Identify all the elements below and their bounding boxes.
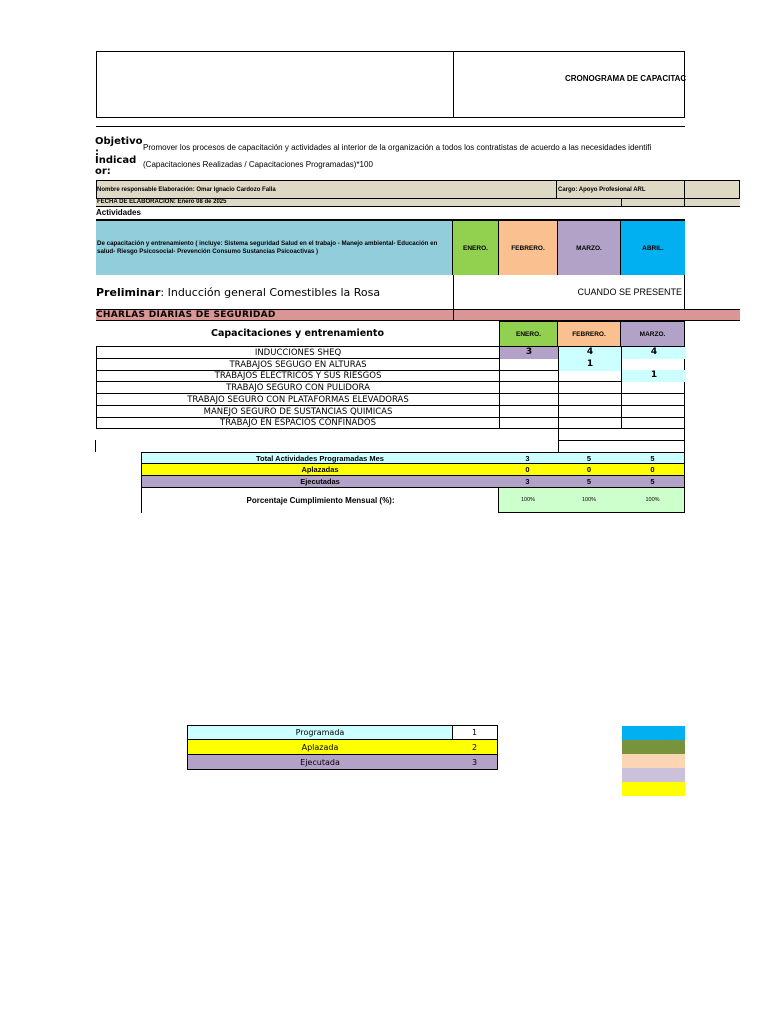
training-row-cell: [622, 417, 686, 429]
training-row-cell: 4: [622, 347, 686, 359]
header-divider: [96, 117, 685, 127]
header-title-cell: [453, 51, 685, 118]
training-row-cell: [622, 394, 686, 406]
training-row-cell: [559, 417, 622, 429]
training-row-cell: [500, 382, 559, 394]
color-swatch: [622, 768, 685, 782]
training-row-cell: [500, 359, 559, 371]
preliminar-description: : Inducción general Comestibles la Rosa: [160, 285, 381, 299]
table-row: [96, 382, 685, 394]
training-row-cell: [622, 406, 686, 418]
training-row-cell: 1: [622, 370, 686, 382]
table-row: [96, 347, 685, 359]
legend-programada-value: 1: [452, 725, 498, 740]
training-row-cell: [500, 370, 559, 382]
training-row-cell: 3: [500, 347, 559, 359]
training-header-row: [96, 321, 685, 347]
total-label: Total Actividades Programadas Mes: [141, 452, 499, 464]
table-row: [96, 370, 685, 382]
training-month-enero: ENERO.: [499, 321, 558, 347]
training-row-cell: [559, 370, 622, 382]
training-row-cell: [559, 382, 622, 394]
porcentaje-enero: 100%: [498, 488, 558, 513]
training-row-label: MANEJO SEGURO DE SUSTANCIAS QUIMICAS: [97, 406, 500, 418]
preliminar-row: [96, 275, 685, 309]
training-row-cell: [500, 417, 559, 429]
objective-label: Objetivo :: [95, 136, 143, 158]
objective-text: Promover los procesos de capacitación y actividades al interior de la organización a todos los contratistas de acuerdo a las necesidades identifi: [143, 143, 652, 152]
charlas-divider: [453, 310, 454, 321]
color-swatch: [622, 726, 685, 740]
indicator-label: Indicad or:: [95, 155, 137, 177]
training-row-cell: [559, 394, 622, 406]
ejecutadas-enero: 3: [498, 476, 558, 488]
activities-description: De capacitación y entrenamiento ( incluye: Sistema seguridad Salud en el trabajo - Manejo ambiental- Educación en salud- Riesgo Psicosocial- Prevención Consumo Sustancias Psicoactivas ): [96, 221, 453, 275]
total-febrero: 5: [557, 452, 622, 464]
ejecutadas-febrero: 5: [557, 476, 622, 488]
blank-row: [558, 429, 685, 441]
activities-header-row: [96, 219, 685, 275]
responsible-cargo: Cargo: Apoyo Profesional ARL: [558, 180, 685, 199]
training-row-label: TRABAJOS ELECTRICOS Y SUS RIESGOS: [97, 370, 500, 382]
preliminar-divider: [453, 275, 454, 309]
training-month-febrero: FEBRERO.: [558, 321, 621, 347]
table-row: [96, 359, 685, 371]
training-row-cell: [500, 406, 559, 418]
month-header-marzo: MARZO.: [558, 221, 621, 275]
training-row-label: TRABAJO EN ESPACIOS CONFINADOS: [97, 417, 500, 429]
ejecutadas-label: Ejecutadas: [141, 476, 499, 488]
color-swatch: [622, 740, 685, 754]
total-enero: 3: [498, 452, 558, 464]
legend-ejecutada-value: 3: [452, 755, 498, 770]
preliminar-text: [96, 275, 453, 309]
legend-aplazada-label: Aplazada: [187, 740, 453, 755]
page-title: CRONOGRAMA DE CAPACITAC: [565, 74, 687, 83]
charlas-row: [96, 309, 740, 321]
month-header-febrero: FEBRERO.: [499, 221, 558, 275]
table-row: [96, 406, 685, 418]
training-row-cell: [559, 406, 622, 418]
responsible-divider: [556, 180, 557, 199]
aplazadas-enero: 0: [498, 464, 558, 476]
training-header-label: Capacitaciones y entrenamiento: [211, 328, 384, 339]
fecha-cell-right: [621, 199, 685, 207]
training-row-cell: 4: [559, 347, 622, 359]
header-logo-cell: [96, 51, 454, 118]
training-row-cell: 1: [559, 359, 622, 371]
color-swatch: [622, 754, 685, 768]
month-header-enero: ENERO.: [453, 221, 499, 275]
training-month-marzo: MARZO.: [621, 321, 685, 347]
table-row: [96, 394, 685, 406]
training-row-cell: [500, 394, 559, 406]
cursor-mark: [95, 440, 96, 452]
color-swatch: [622, 782, 685, 796]
legend-aplazada-value: 2: [452, 740, 498, 755]
training-row-cell: [622, 382, 686, 394]
total-marzo: 5: [621, 452, 685, 464]
preliminar-when: CUANDO SE PRESENTE: [577, 287, 682, 297]
training-row-label: TRABAJO SEGURO CON PLATAFORMAS ELEVADORAS: [97, 394, 500, 406]
porcentaje-febrero: 100%: [557, 488, 622, 513]
aplazadas-febrero: 0: [557, 464, 622, 476]
aplazadas-label: Aplazadas: [141, 464, 499, 476]
preliminar-label: Preliminar: [96, 285, 161, 299]
legend-programada-label: Programada: [187, 725, 453, 740]
month-header-abril: ABRIL.: [621, 221, 685, 275]
porcentaje-marzo: 100%: [621, 488, 685, 513]
training-row-label: TRABAJOS SEGUGO EN ALTURAS: [97, 359, 500, 371]
fecha-text: FECHA DE ELABORACION: Enero 08 de 2025: [97, 199, 227, 205]
training-row-cell: [622, 359, 686, 371]
table-row: [96, 417, 685, 429]
ejecutadas-marzo: 5: [621, 476, 685, 488]
actividades-label: Actividades: [96, 208, 141, 217]
responsible-name: Nombre responsable Elaboración: Omar Ignacio Cardozo Falla: [97, 186, 276, 193]
porcentaje-label: Porcentaje Cumplimiento Mensual (%):: [141, 488, 499, 513]
training-row-label: TRABAJO SEGURO CON PULIDORA: [97, 382, 500, 394]
aplazadas-marzo: 0: [621, 464, 685, 476]
legend-ejecutada-label: Ejecutada: [187, 755, 453, 770]
charlas-label: CHARLAS DIARIAS DE SEGURIDAD: [96, 310, 276, 320]
indicator-text: (Capacitaciones Realizadas / Capacitaciones Programadas)*100: [143, 160, 373, 169]
training-row-label: INDUCCIONES SHEQ: [97, 347, 500, 359]
